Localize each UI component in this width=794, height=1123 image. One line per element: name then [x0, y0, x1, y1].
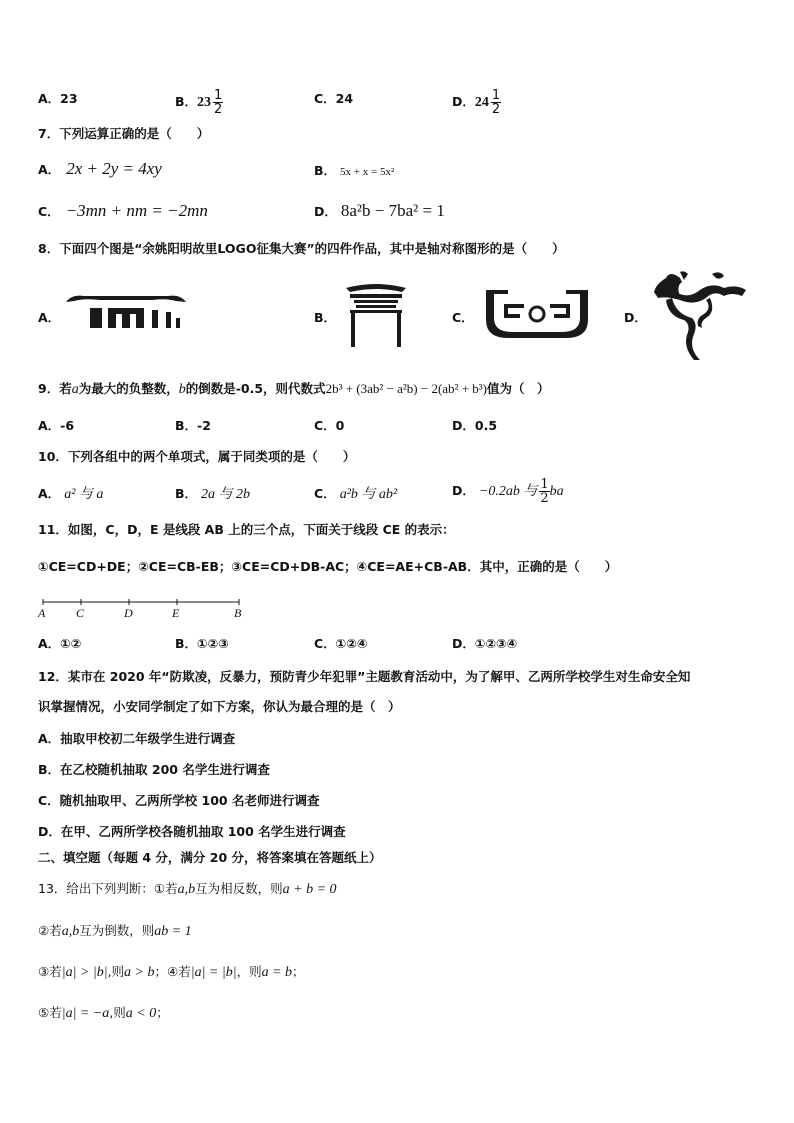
q6-option-a: A．23 — [38, 91, 78, 106]
q7-option-a — [38, 159, 162, 179]
q8-option-d-label: D． — [624, 310, 647, 325]
q7-option-b-label: B． — [314, 163, 337, 178]
q6-option-d-whole: 24 — [474, 95, 489, 110]
q13-s3-res: a > b — [124, 965, 155, 980]
q6-option-d-label: D． — [452, 94, 475, 109]
q13-s4-cond: |a| = |b| — [190, 965, 237, 980]
q13-s2-vars: a,b — [61, 924, 80, 939]
q8-logo-b — [344, 282, 408, 348]
q12-stem-line2: 识掌握情况，小安同学制定了如下方案，你认为最合理的是（ ） — [38, 699, 401, 714]
q8-option-a-label: A． — [38, 310, 61, 325]
q7-stem: 7．下列运算正确的是（ ） — [38, 126, 210, 141]
q11-option-d: D．①②③④ — [452, 636, 518, 651]
q10-stem: 10．下列各组中的两个单项式，属于同类项的是（ ） — [38, 449, 356, 464]
q13-s3-pre: ③若 — [38, 964, 62, 979]
q13-s3-cond: |a| > |b| — [61, 965, 108, 980]
q13-s5-pre: ⑤若 — [38, 1005, 62, 1020]
q10-option-c-label: C． — [314, 486, 336, 501]
q11-option-b: B．①②③ — [175, 636, 229, 651]
q13-s3-sep: ；④若 — [154, 964, 191, 979]
q11-segment-diagram — [36, 596, 248, 620]
q9-var-b: b — [178, 382, 186, 397]
q12-option-b: B．在乙校随机抽取 200 名学生进行调查 — [38, 762, 270, 777]
q13-s5-mid: ,则 — [109, 1005, 126, 1020]
q10-option-b-expr: 2a 与 2b — [201, 487, 251, 502]
q13-s4-res: a = b — [261, 965, 293, 980]
q7-option-b — [314, 161, 394, 179]
q7-option-a-expr: 2x + 2y = 4xy — [66, 159, 162, 178]
q10-option-c — [314, 483, 397, 503]
q10-option-a-label: A． — [38, 486, 61, 501]
q13-statement-1 — [38, 879, 337, 898]
q6-option-b-label: B． — [175, 94, 198, 109]
q7-option-c-label: C． — [38, 204, 60, 219]
point-label-b: B — [234, 606, 242, 620]
q9-option-d: D．0.5 — [452, 418, 498, 433]
q7-option-d-expr: 8a²b − 7ba² = 1 — [340, 201, 445, 220]
q13-s4-mid: ，则 — [236, 964, 262, 979]
point-label-d: D — [124, 606, 133, 620]
q13-statement-5 — [38, 1003, 169, 1022]
q8-stem: 8．下面四个图是“余姚阳明故里LOGO征集大赛”的四件作品，其中是轴对称图形的是（ ） — [38, 241, 565, 256]
point-label-a: A — [38, 606, 46, 620]
q10-option-d-numerator: 1 — [540, 477, 549, 492]
q6-option-b — [175, 89, 223, 116]
q8-option-b-label: B． — [314, 310, 337, 325]
q6-option-d-denominator: 2 — [491, 102, 501, 117]
q8-logo-d — [650, 268, 750, 364]
q6-option-b-whole: 23 — [197, 95, 212, 110]
q9-var-a: a — [71, 382, 79, 397]
q11-options-line: ①CE=CD+DE；②CE=CB-EB；③CE=CD+DB-AC；④CE=AE+CB-AB．其中，正确的是（ ） — [38, 559, 618, 574]
q13-s2-mid: 互为倒数，则 — [79, 923, 155, 938]
q13-s1-mid: 互为相反数，则 — [195, 881, 283, 896]
q13-s1-vars: a,b — [177, 882, 196, 897]
q6-option-c: C．24 — [314, 91, 354, 106]
q11-option-a: A．①② — [38, 636, 82, 651]
q7-option-c — [38, 201, 208, 221]
q9-option-b: B．-2 — [175, 418, 211, 433]
q8-logo-a — [62, 288, 190, 336]
point-label-c: C — [76, 606, 85, 620]
q7-option-d-label: D． — [314, 204, 337, 219]
q10-option-a-expr: a² 与 a — [64, 487, 104, 502]
q11-stem: 11．如图，C，D，E 是线段 AB 上的三个点，下面关于线段 CE 的表示： — [38, 522, 455, 537]
q9-stem-pre: 9．若 — [38, 381, 72, 396]
q13-statement-2 — [38, 921, 192, 940]
q12-option-c: C．随机抽取甲、乙两所学校 100 名老师进行调查 — [38, 793, 320, 808]
q13-s2-pre: ②若 — [38, 923, 62, 938]
q9-option-c: C．0 — [314, 418, 345, 433]
q7-option-c-expr: −3mn + nm = −2mn — [65, 201, 208, 220]
q13-s5-end: ； — [156, 1005, 169, 1020]
q13-s5-res: a < 0 — [125, 1006, 157, 1021]
q11-option-c: C．①②④ — [314, 636, 368, 651]
q6-option-b-denominator: 2 — [214, 102, 223, 117]
q10-option-d-expr-post: ba — [549, 484, 564, 499]
q7-option-d — [314, 201, 445, 221]
q8-logo-c — [482, 288, 592, 340]
q10-option-d — [452, 478, 564, 505]
q9-option-a: A．-6 — [38, 418, 75, 433]
q10-option-d-expr-pre: −0.2ab 与 — [478, 484, 538, 499]
q6-option-d-numerator: 1 — [491, 88, 501, 103]
q12-option-d: D．在甲、乙两所学校各随机抽取 100 名学生进行调查 — [38, 824, 346, 839]
q9-stem-mid2: 的倒数是-0.5，则代数式 — [185, 381, 326, 396]
q10-option-b-label: B． — [175, 486, 198, 501]
q8-option-c-label: C． — [452, 310, 474, 325]
q12-option-a: A．抽取甲校初二年级学生进行调查 — [38, 731, 236, 746]
q10-option-d-label: D． — [452, 483, 475, 498]
q13-statement-3-4 — [38, 962, 305, 981]
q13-stem: 13．给出下列判断：①若 — [38, 881, 178, 896]
section-2-heading: 二、填空题（每题 4 分，满分 20 分，将答案填在答题纸上） — [38, 850, 382, 865]
q13-s5-cond: |a| = −a — [61, 1006, 110, 1021]
q12-stem-line1: 12．某市在 2020 年“防欺凌，反暴力，预防青少年犯罪”主题教育活动中，为了解甲、乙两所学校学生对生命安全知 — [38, 669, 691, 684]
q10-option-d-denominator: 2 — [540, 491, 549, 506]
q9-stem — [38, 379, 550, 398]
q6-option-b-numerator: 1 — [214, 88, 223, 103]
q9-stem-post: 值为（ ） — [487, 381, 550, 396]
q10-option-c-expr: a²b 与 ab² — [339, 487, 398, 502]
q10-option-a — [38, 483, 103, 503]
q6-option-d — [452, 89, 501, 116]
q10-option-b — [175, 483, 250, 503]
q7-option-b-expr: 5x + x = 5x² — [340, 166, 395, 178]
q13-s2-expr: ab = 1 — [154, 924, 192, 939]
q9-expression: 2b³ + (3ab² − a²b) − 2(ab² + b³) — [325, 381, 488, 396]
q13-s1-expr: a + b = 0 — [282, 882, 337, 897]
q9-stem-mid1: 为最大的负整数， — [78, 381, 179, 396]
q13-s4-end: ； — [292, 964, 305, 979]
point-label-e: E — [172, 606, 180, 620]
q7-option-a-label: A． — [38, 162, 61, 177]
q13-s3-mid: ,则 — [107, 964, 125, 979]
